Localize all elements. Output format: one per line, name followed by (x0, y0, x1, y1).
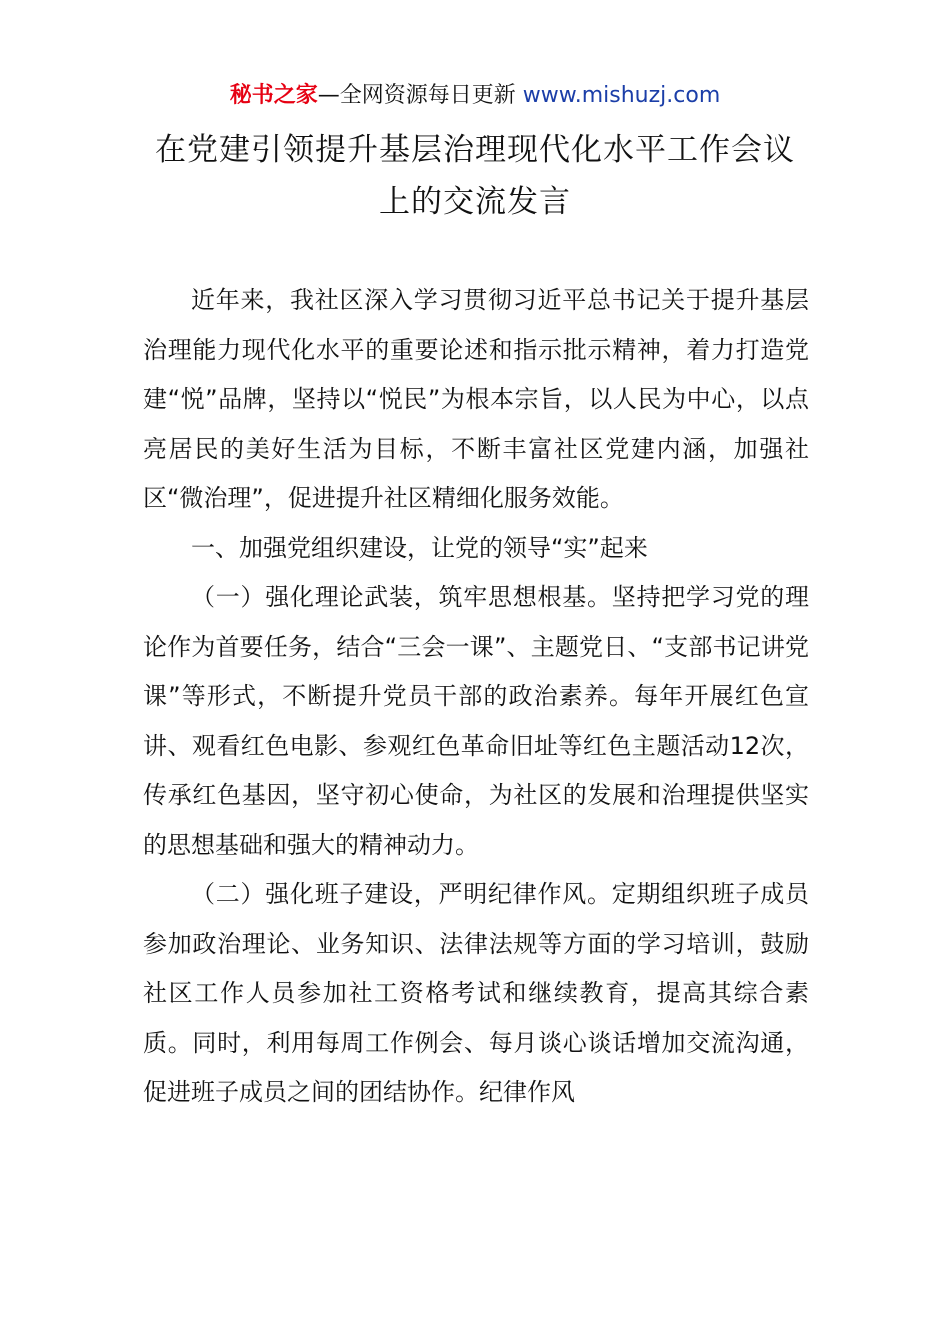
document-body (143, 276, 809, 1118)
site-header (0, 80, 950, 112)
subsection-paragraph-2: （二）强化班子建设，严明纪律作风。定期组织班子成员参加政治理论、业务知识、法律法规等方面的学习培训，鼓励社区工作人员参加社工资格考试和继续教育，提高其综合素质。同时，利用每周工作例会、每月谈心谈话增加交流沟通，促进班子成员之间的团结协作。纪律作风 (143, 880, 809, 1106)
title-line-1: 在党建引领提升基层治理现代化水平工作会议 (155, 132, 795, 168)
site-url[interactable]: www.mishuzj.com (522, 83, 721, 108)
header-tagline: —全网资源每日更新 (317, 83, 523, 108)
section-heading-1: 一、加强党组织建设，让党的领导“实”起来 (191, 533, 648, 562)
document-title (100, 124, 850, 228)
title-line-2: 上的交流发言 (379, 184, 571, 220)
brand-name: 秘书之家 (229, 83, 318, 108)
intro-paragraph: 近年来，我社区深入学习贯彻习近平总书记关于提升基层治理能力现代化水平的重要论述和指示批示精神，着力打造党建“悦”品牌，坚持以“悦民”为根本宗旨，以人民为中心，以点亮居民的美好生活为目标，不断丰富社区党建内涵，加强社区“微治理”，促进提升社区精细化服务效能。 (143, 286, 809, 512)
subsection-paragraph-1: （一）强化理论武装，筑牢思想根基。坚持把学习党的理论作为首要任务，结合“三会一课”、主题党日、“支部书记讲党课”等形式，不断提升党员干部的政治素养。每年开展红色宣讲、观看红色电影、参观红色革命旧址等红色主题活动12次，传承红色基因，坚守初心使命，为社区的发展和治理提供坚实的思想基础和强大的精神动力。 (143, 583, 809, 859)
